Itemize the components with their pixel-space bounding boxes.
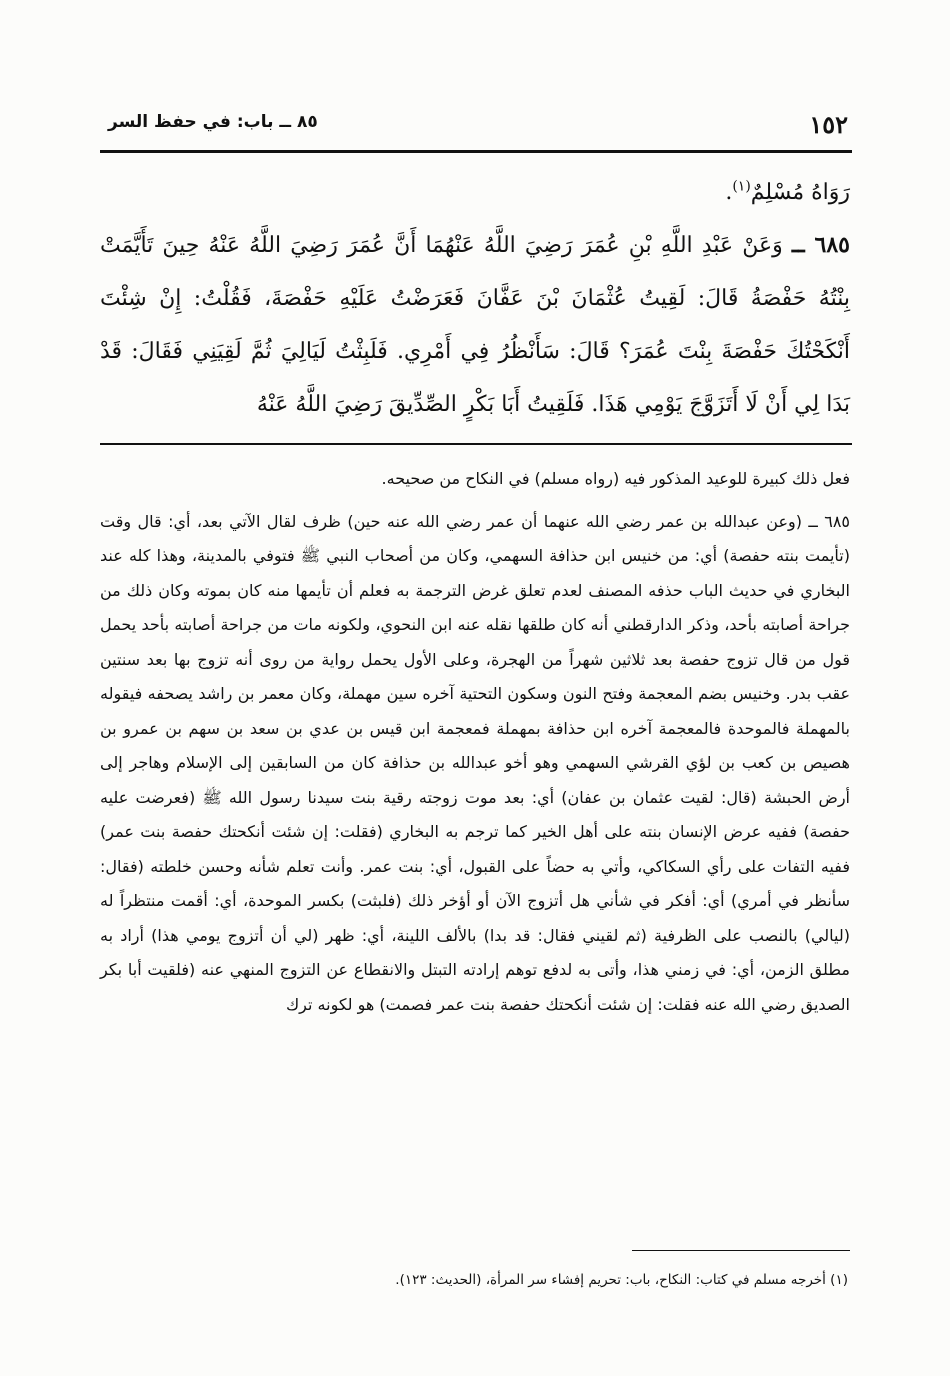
riwaya-end: . — [725, 180, 733, 205]
paragraph-gap — [100, 497, 850, 505]
page-number: ١٥٢ — [809, 110, 848, 139]
footnote-rule — [632, 1250, 850, 1251]
footnote-marker: (١) — [732, 178, 751, 195]
commentary-intro: فعل ذلك كبيرة للوعيد المذكور فيه (رواه مسلم) في النكاح من صحيحه. — [381, 469, 850, 488]
hadith-number: ٦٨٥ ــ — [791, 232, 850, 258]
section-divider — [100, 443, 852, 445]
hadith-body: وَعَنْ عَبْدِ اللَّهِ بْنِ عُمَرَ رَضِيَ اللَّهُ عَنْهُمَا أَنَّ عُمَرَ رَضِيَ اللَّهُ عَنْهُ حِينَ تَأَيَّمَتْ بِنْتُهُ حَفْصَةُ قَالَ: لَقِيتُ عُثْمَانَ بْنَ عَفَّانَ فَعَرَضْتُ عَلَيْهِ حَفْصَةَ، فَقُلْتُ: إِنْ شِئْتَ أَنْكَحْتُكَ حَفْصَةَ بِنْتَ عُمَرَ؟ قَالَ: سَأَنْظُرُ فِي أَمْرِي. فَلَبِثْتُ لَيَالِيَ ثُمَّ لَقِيَنِي فَقَالَ: قَدْ بَدَا لِي أَنْ لَا أَتَزَوَّجَ يَوْمِي هَذَا. فَلَقِيتُ أَبَا بَكْرٍ الصِّدِّيقَ رَضِيَ اللَّهُ عَنْهُ — [100, 233, 850, 417]
running-head: ٨٥ ــ باب: في حفظ السر — [108, 112, 318, 132]
riwaya-line — [100, 166, 850, 219]
hadith-text-block — [100, 166, 850, 431]
header-rule — [100, 150, 852, 153]
hadith-paragraph — [100, 219, 850, 431]
commentary-body: ٦٨٥ ــ (وعن عبدالله بن عمر رضي الله عنهما أن عمر رضي الله عنه حين) ظرف لقال الآتي بعد، أي: قال وقت (تأيمت بنته حفصة) أي: من خنيس ابن حذافة السهمي، وكان من أصحاب النبي ﷺ فتوفي بالمدينة، وهذا كله عند البخاري في حديث الباب حذفه المصنف لعدم تعلق غرض الترجمة به فعلم أن تأيمها منه كان بموته وكان ذلك من جراحة أصابته بأحد، وذكر الدارقطني أنه كان طلقها نقله عنه ابن النحوي، ولكونه مات من جراحة أصابته بأحد يحمل قول من قال تزوج حفصة بعد ثلاثين شهراً من الهجرة، وعلى الأول يحمل رواية من روى أنه تزوج بها بعد سنتين عقب بدر. وخنيس بضم المعجمة وفتح النون وسكون التحتية آخره سين مهملة، وكان معمر بن راشد يصحفه فيقوله بالمهملة فالموحدة فالمعجمة آخره ابن حذافة بمهملة فمعجمة ابن قيس بن عدي بن سعد بن سهم بن عمرو بن هصيص بن كعب بن لؤي القرشي السهمي وهو أخو عبدالله بن حذافة كان من السابقين إلى الإسلام وهاجر إلى أرض الحبشة (قال: لقيت عثمان بن عفان) أي: بعد موت زوجته رقية بنت سيدنا رسول الله ﷺ (فعرضت عليه حفصة) ففيه عرض الإنسان بنته على أهل الخير كما ترجم به البخاري (فقلت: إن شئت أنكحتك حفصة بنت عمر) ففيه التفات على رأي السكاكي، وأتي به حضاً على القبول، أي: بنت عمر. وأنت تعلم شأنه وحسن خلطته (فقال: سأنظر في أمري) أي: أفكر في شأني هل أتزوج الآن أو أؤخر ذلك (فلبثت) بكسر الموحدة، أي: أقمت منتظراً له (ليالي) بالنصب على الظرفية (ثم لقيني فقال: قد بدا) بالألف اللينة، أي: ظهر (لي أن أتزوج يومي هذا) أراد به مطلق الزمن، أي: في زمني هذا، وأتى به لدفع توهم إرادته التبتل والانقطاع عن التزوج المنهي عنه (فلقيت أبا بكر الصديق رضي الله عنه فقلت: إن شئت أنكحتك حفصة بنت عمر فصمت) هو لكونه ترك — [100, 511, 850, 1014]
page-header — [100, 106, 850, 146]
footnote: (١) أخرجه مسلم في كتاب: النكاح، باب: تحريم إفشاء سر المرأة، (الحديث: ١٢٣). — [395, 1272, 848, 1288]
riwaya-text: رَوَاهُ مُسْلِمٌ — [750, 180, 850, 205]
commentary-block — [100, 462, 850, 1022]
